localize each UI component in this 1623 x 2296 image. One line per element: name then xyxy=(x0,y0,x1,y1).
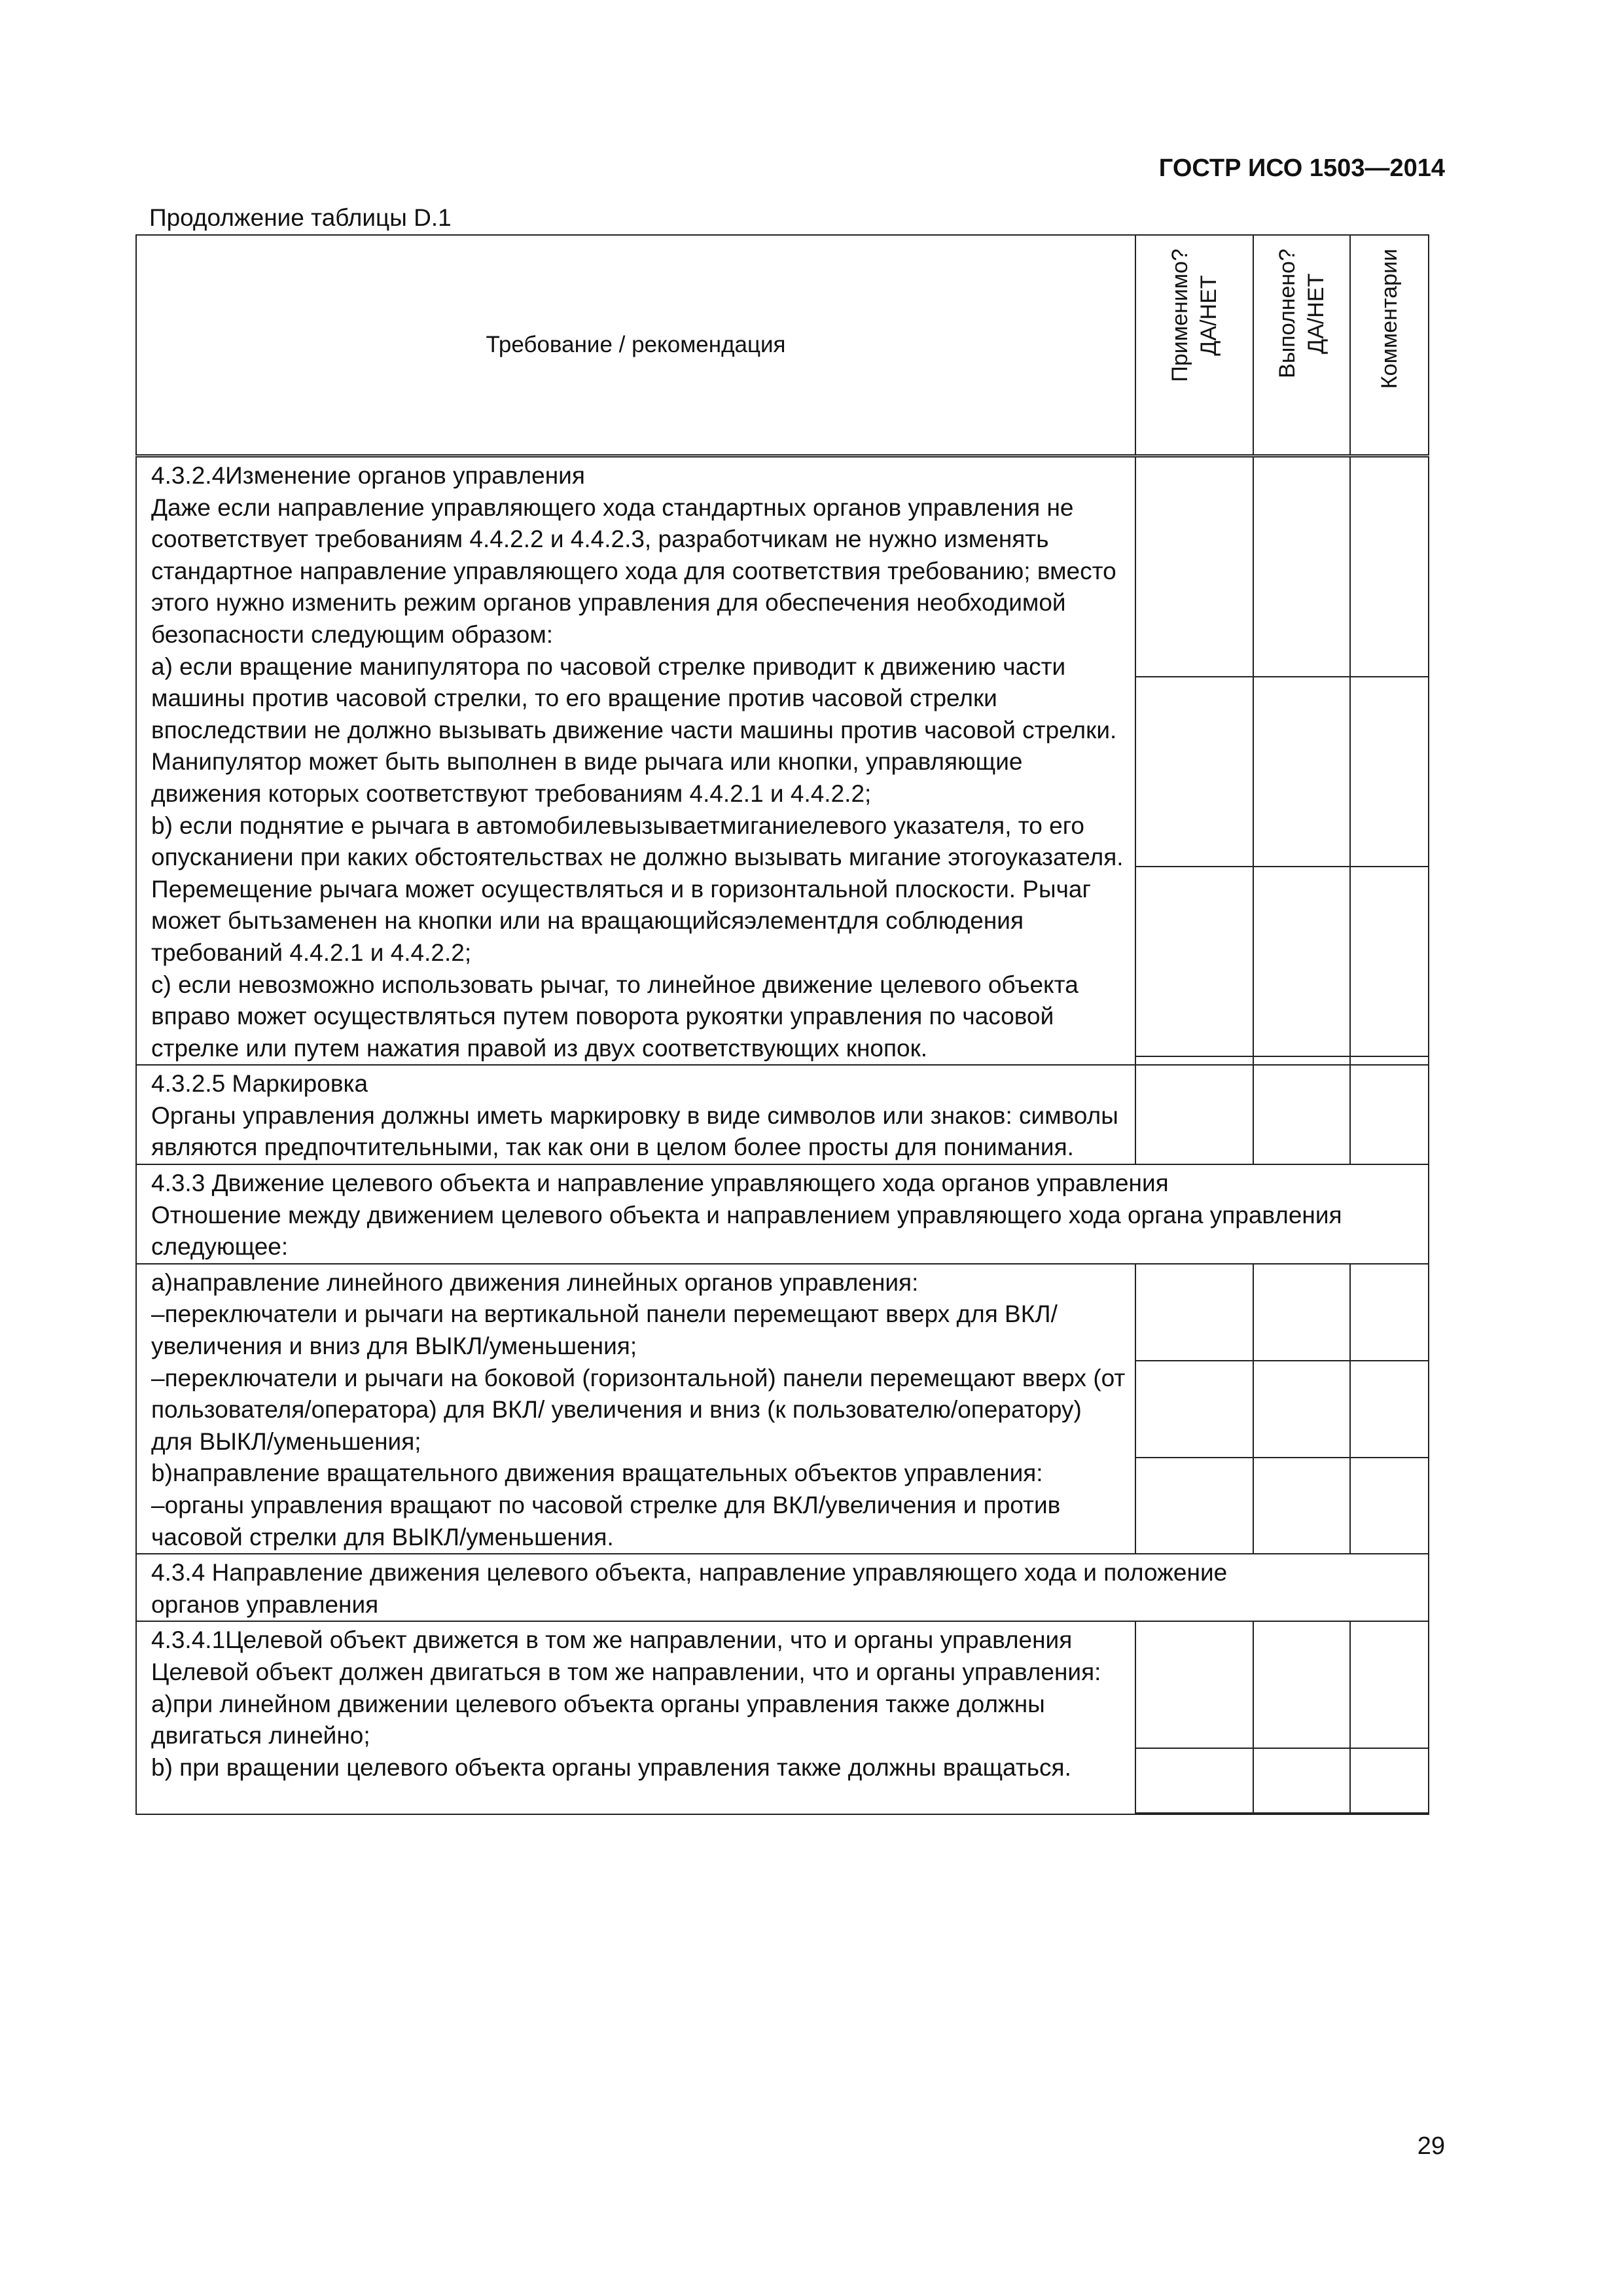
section-cell xyxy=(136,1554,1429,1621)
table-row xyxy=(136,456,1429,1066)
clause-item: а)направление линейного движения линейных органов управления: xyxy=(151,1268,919,1296)
clause-title: 4.3.3 Движение целевого объекта и направление управляющего хода органов управления xyxy=(151,1170,1169,1197)
section-cell xyxy=(136,1164,1429,1264)
applicable-cell[interactable] xyxy=(1135,1264,1253,1554)
table-caption: Продолжение таблицы D.1 xyxy=(149,204,452,231)
clause-item: –переключатели и рычаги на боковой (горизонтальной) панели перемещают вверх (от пользователя/оператора) для ВКЛ/ увеличения и вниз (к пользователю/оператору) для ВЫКЛ/уменьшения; xyxy=(151,1364,1126,1455)
clause-text: Органы управления должны иметь маркировку в виде символов или знаков: символы являются предпочтительными, так как они в целом более просты для понимания. xyxy=(151,1102,1118,1161)
clause-title: 4.3.4 Направление движения целевого объекта, направление управляющего хода и положение органов управления xyxy=(151,1559,1228,1618)
clause-text: Отношение между движением целевого объекта и направлением управляющего хода органа управления следующее: xyxy=(151,1201,1342,1261)
clause-item: а)при линейном движении целевого объекта органы управления также должны двигаться линейно; xyxy=(151,1690,1045,1749)
page-number: 29 xyxy=(1417,2132,1445,2160)
clause-item: b) если поднятие е рычага в автомобилевызываетмиганиелевого указателя, то его опусканиени при каких обстоятельствах не должно вызывать мигание этогоуказателя. Перемещение рычага может осуществляться и в горизонтальной плоскости. Рычаг может бытьзаменен на кнопки или на вращающийсяэлементдля соблюдения требований 4.4.2.1 и 4.4.2.2; xyxy=(151,812,1124,966)
table-row xyxy=(136,1065,1429,1164)
clause-item: b) при вращении целевого объекта органы управления также должны вращаться. xyxy=(151,1753,1071,1781)
comments-header-text: Комментарии xyxy=(1377,249,1402,389)
column-header-comments xyxy=(1350,235,1429,456)
clause-item: –органы управления вращают по часовой стрелке для ВКЛ/увеличения и против часовой стрелки для ВЫКЛ/уменьшения. xyxy=(151,1492,1061,1551)
table-row xyxy=(136,1264,1429,1554)
requirements-table xyxy=(135,234,1429,1815)
comments-cell[interactable] xyxy=(1350,1065,1429,1164)
requirement-cell xyxy=(136,1065,1135,1164)
table-row xyxy=(136,1164,1429,1264)
fulfilled-header-text: Выполнено? ДА/НЕТ xyxy=(1275,249,1329,378)
table-row xyxy=(136,1554,1429,1621)
clause-title: 4.3.2.4Изменение органов управления xyxy=(151,462,585,489)
comments-cell[interactable] xyxy=(1350,1264,1429,1554)
fulfilled-cell[interactable] xyxy=(1253,1264,1350,1554)
fulfilled-cell[interactable] xyxy=(1253,456,1350,1066)
table-row xyxy=(136,1621,1429,1814)
clause-item: b)направление вращательного движения вращательных объектов управления: xyxy=(151,1460,1043,1487)
clause-item: –переключатели и рычаги на вертикальной панели перемещают вверх для ВКЛ/увеличения и вниз для ВЫКЛ/уменьшения; xyxy=(151,1300,1058,1360)
fulfilled-cell[interactable] xyxy=(1253,1065,1350,1164)
clause-title: 4.3.2.5 Маркировка xyxy=(151,1070,368,1098)
requirement-cell xyxy=(136,1264,1135,1554)
requirement-cell xyxy=(136,1621,1135,1814)
standard-designation: ГОСТР ИСО 1503—2014 xyxy=(1158,154,1445,182)
clause-item: а) если вращение манипулятора по часовой стрелке приводит к движению части машины против часовой стрелки, то его вращение против часовой стрелки впоследствии не должно вызывать движение части машины против часовой стрелки. Манипулятор может быть выполнен в виде рычага или кнопки, управляющие движения которых соответствуют требованиям 4.4.2.1 и 4.4.2.2; xyxy=(151,653,1117,807)
clause-text: Даже если направление управляющего хода стандартных органов управления не соответствует требованиям 4.4.2.2 и 4.4.2.3, разработчикам не нужно изменять стандартное направление управляющего хода для соответствия требованию; вместо этого нужно изменить режим органов управления для обеспечения необходимой безопасности следующим образом: xyxy=(151,493,1116,648)
applicable-cell[interactable] xyxy=(1135,1065,1253,1164)
clause-item: c) если невозможно использовать рычаг, то линейное движение целевого объекта вправо может осуществляться путем поворота рукоятки управления по часовой стрелке или путем нажатия правой из двух соответствующих кнопок. xyxy=(151,971,1079,1062)
table-header-row xyxy=(136,235,1429,456)
applicable-cell[interactable] xyxy=(1135,1621,1253,1814)
requirement-cell xyxy=(136,456,1135,1066)
applicable-header-text: Применимо? ДА/НЕТ xyxy=(1168,249,1221,382)
fulfilled-cell[interactable] xyxy=(1253,1621,1350,1814)
column-header-applicable xyxy=(1135,235,1253,456)
comments-cell[interactable] xyxy=(1350,1621,1429,1814)
applicable-cell[interactable] xyxy=(1135,456,1253,1066)
column-header-fulfilled xyxy=(1253,235,1350,456)
comments-cell[interactable] xyxy=(1350,456,1429,1066)
clause-text: Целевой объект должен двигаться в том же направлении, что и органы управления: xyxy=(151,1658,1101,1685)
column-header-requirement: Требование / рекомендация xyxy=(136,235,1135,456)
clause-title: 4.3.4.1Целевой объект движется в том же направлении, что и органы управления xyxy=(151,1626,1073,1654)
